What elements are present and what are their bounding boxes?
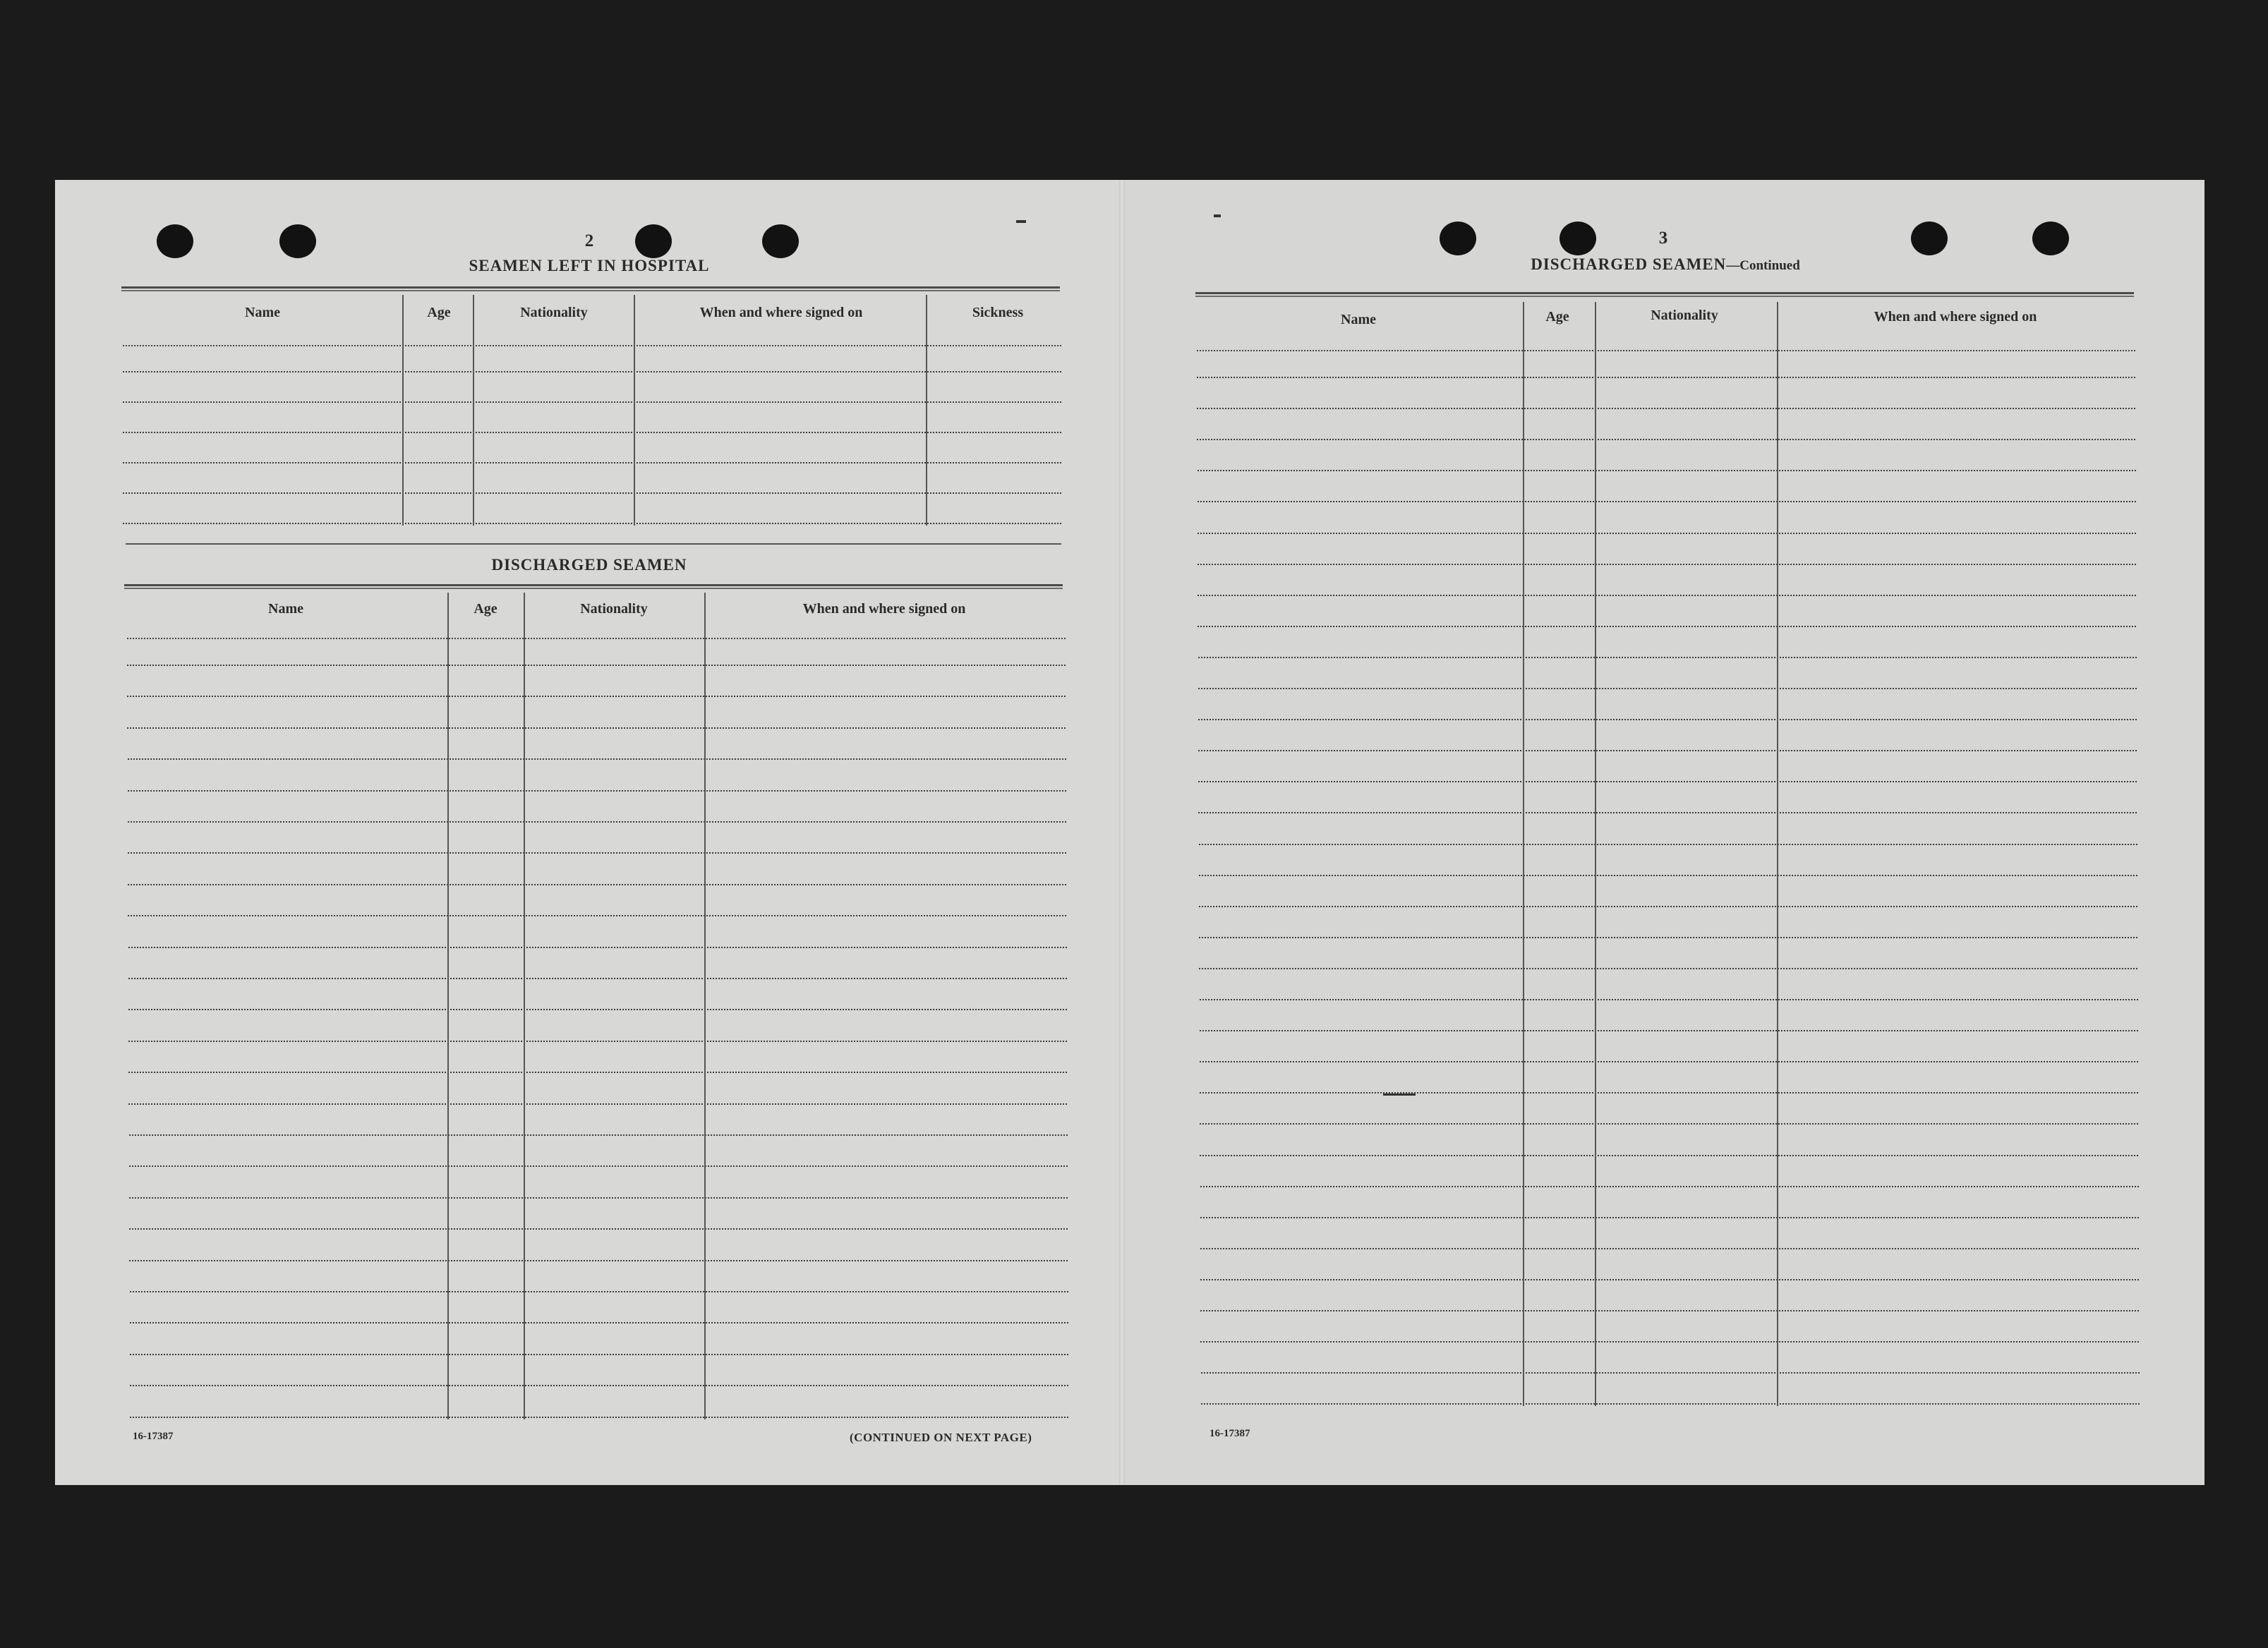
table-row xyxy=(130,1385,1068,1386)
table-row xyxy=(127,727,1066,729)
table-row xyxy=(129,1165,1068,1167)
column-divider xyxy=(402,295,404,526)
table-row xyxy=(1200,1217,2139,1218)
table-row xyxy=(1198,501,2136,502)
table-row xyxy=(130,1322,1068,1323)
scan-mark xyxy=(1214,214,1221,217)
hospital-col-name: Name xyxy=(245,305,280,320)
table-row xyxy=(1198,564,2136,565)
punch-hole xyxy=(157,224,193,258)
punch-hole xyxy=(2032,222,2069,255)
table-row xyxy=(1199,968,2137,969)
punch-hole xyxy=(279,224,316,258)
left-page xyxy=(55,180,1122,1485)
hospital-section-title: SEAMEN LEFT IN HOSPITAL xyxy=(469,257,710,274)
table-row xyxy=(128,915,1066,916)
table-row xyxy=(128,978,1067,979)
table-row xyxy=(1198,688,2137,689)
table-row xyxy=(130,1354,1068,1355)
table-row xyxy=(1200,1279,2139,1280)
table-row xyxy=(1197,439,2135,440)
continued-note: (CONTINUED ON NEXT PAGE) xyxy=(850,1431,1032,1444)
table-row xyxy=(1197,408,2135,409)
hospital-bottom-rule xyxy=(126,543,1061,545)
punch-hole xyxy=(762,224,799,258)
table-row xyxy=(1198,470,2136,471)
table-row xyxy=(123,523,1061,524)
scan-mark xyxy=(1016,220,1026,223)
table-row xyxy=(128,1072,1067,1073)
table-row xyxy=(128,790,1066,792)
discharged-col-nationality: Nationality xyxy=(580,601,648,617)
hospital-col-signed-on: When and where signed on xyxy=(699,305,863,320)
table-row xyxy=(128,852,1066,854)
table-row xyxy=(1198,812,2137,813)
table-row xyxy=(128,1041,1067,1042)
table-row xyxy=(1198,750,2137,751)
table-row xyxy=(128,1009,1067,1010)
table-row xyxy=(1200,999,2138,1000)
right-col-nationality: Nationality xyxy=(1651,308,1718,323)
page-number-left: 2 xyxy=(584,231,594,250)
column-divider xyxy=(1595,302,1596,1406)
table-row xyxy=(1198,533,2136,534)
punch-hole xyxy=(1911,222,1948,255)
table-row xyxy=(1197,377,2135,378)
column-divider xyxy=(1523,302,1524,1406)
punch-hole xyxy=(1560,222,1596,255)
table-row xyxy=(128,821,1066,823)
discharged-col-signed-on: When and where signed on xyxy=(802,601,966,617)
table-row xyxy=(127,696,1066,697)
form-number-left: 16-17387 xyxy=(133,1431,174,1442)
column-divider xyxy=(704,593,706,1419)
table-row xyxy=(123,492,1061,494)
table-row xyxy=(129,1197,1068,1199)
right-page xyxy=(1122,180,2204,1485)
header-underline xyxy=(1197,350,2135,351)
discharged-top-rule xyxy=(124,584,1063,589)
table-row xyxy=(123,462,1061,464)
table-row xyxy=(1200,1155,2138,1156)
table-row xyxy=(1200,1186,2139,1187)
table-row xyxy=(1200,1061,2138,1062)
table-row xyxy=(1200,1123,2138,1125)
table-row xyxy=(1199,844,2137,845)
table-row xyxy=(1198,657,2137,658)
table-row xyxy=(1198,719,2137,720)
table-row xyxy=(129,1134,1068,1136)
table-row xyxy=(123,432,1061,433)
table-row xyxy=(128,947,1067,948)
table-row xyxy=(129,1260,1068,1261)
table-row xyxy=(123,371,1061,372)
table-row xyxy=(128,1103,1067,1105)
table-row xyxy=(1199,906,2137,907)
punch-hole xyxy=(1440,222,1476,255)
table-row xyxy=(128,758,1066,760)
table-row xyxy=(1201,1372,2140,1374)
table-row xyxy=(130,1417,1068,1418)
right-section-title xyxy=(1468,255,1863,274)
discharged-col-name: Name xyxy=(268,601,303,617)
right-col-name: Name xyxy=(1341,312,1376,327)
punch-hole xyxy=(635,224,672,258)
hospital-col-age: Age xyxy=(427,305,451,320)
table-row xyxy=(130,1291,1068,1292)
column-divider xyxy=(1777,302,1778,1406)
scan-mark xyxy=(1383,1093,1416,1096)
right-title-suffix: —Continued xyxy=(1726,258,1800,273)
hospital-col-sickness: Sickness xyxy=(972,305,1024,320)
form-number-right: 16-17387 xyxy=(1210,1428,1250,1439)
column-divider xyxy=(634,295,635,526)
column-divider xyxy=(447,593,449,1419)
column-divider xyxy=(473,295,474,526)
table-row xyxy=(1199,937,2137,938)
table-row xyxy=(1200,1092,2138,1093)
table-row xyxy=(123,401,1061,403)
table-row xyxy=(1198,595,2136,596)
table-row xyxy=(128,884,1066,885)
column-divider xyxy=(926,295,927,526)
table-row xyxy=(1198,781,2137,782)
page-number-right: 3 xyxy=(1658,229,1668,248)
column-divider xyxy=(524,593,525,1419)
hospital-col-nationality: Nationality xyxy=(520,305,588,320)
table-row xyxy=(1201,1403,2140,1405)
page-fold xyxy=(1119,180,1125,1485)
hospital-top-rule xyxy=(121,286,1060,291)
header-underline xyxy=(127,638,1066,639)
table-row xyxy=(1200,1248,2139,1249)
discharged-section-title: DISCHARGED SEAMEN xyxy=(491,556,687,574)
table-row xyxy=(1198,626,2136,627)
table-row xyxy=(1200,1310,2139,1311)
table-row xyxy=(1199,875,2137,876)
right-col-age: Age xyxy=(1545,309,1569,325)
right-title-main: DISCHARGED SEAMEN xyxy=(1531,255,1727,273)
table-row xyxy=(1200,1030,2138,1031)
right-col-signed-on: When and where signed on xyxy=(1874,309,2037,325)
table-row xyxy=(129,1228,1068,1230)
header-underline xyxy=(123,345,1061,346)
right-top-rule xyxy=(1195,292,2134,297)
discharged-col-age: Age xyxy=(473,601,497,617)
table-row xyxy=(127,665,1066,666)
table-row xyxy=(1200,1341,2139,1343)
